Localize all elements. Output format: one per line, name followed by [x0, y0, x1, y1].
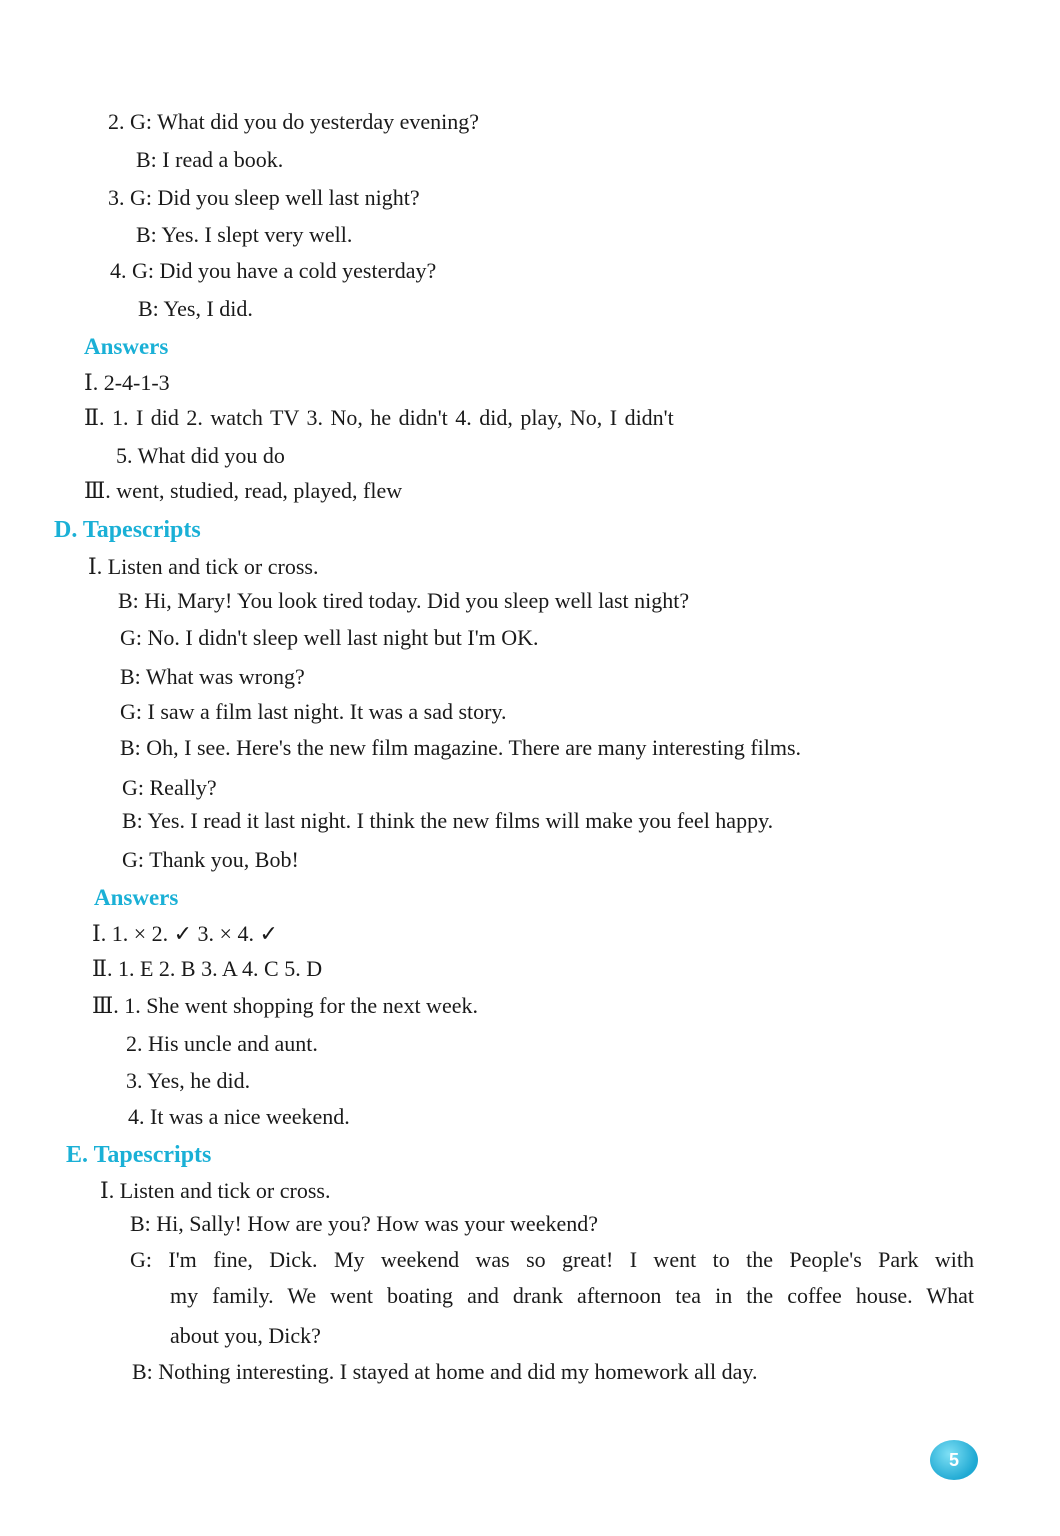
dialog-line: G: I saw a film last night. It was a sad story.	[120, 699, 507, 724]
dialog-line: G: I'm fine, Dick. My weekend was so great! I went to the People's Park with	[130, 1247, 974, 1272]
dialog-line: 3. G: Did you sleep well last night?	[108, 185, 420, 210]
answer-line: Ⅰ. 2-4-1-3	[84, 370, 170, 395]
dialog-line: G: No. I didn't sleep well last night but I'm OK.	[120, 625, 539, 650]
answer-line: Ⅲ. went, studied, read, played, flew	[84, 478, 403, 503]
section-d-intro: Ⅰ. Listen and tick or cross.	[88, 554, 319, 579]
dialog-line: about you, Dick?	[170, 1323, 321, 1348]
dialog-line: B: Nothing interesting. I stayed at home and did my homework all day.	[132, 1359, 758, 1384]
dialog-line: my family. We went boating and drank afternoon tea in the coffee house. What	[170, 1283, 974, 1308]
dialog-line: 4. G: Did you have a cold yesterday?	[110, 258, 437, 283]
answers-heading: Answers	[84, 334, 169, 359]
section-e-intro: Ⅰ. Listen and tick or cross.	[100, 1178, 331, 1203]
dialog-line: B: What was wrong?	[120, 664, 305, 689]
page-number-badge: 5	[930, 1440, 978, 1480]
answer-line: 2. His uncle and aunt.	[126, 1031, 318, 1056]
section-d-heading: D. Tapescripts	[54, 517, 201, 543]
dialog-line: 2. G: What did you do yesterday evening?	[108, 109, 480, 134]
answer-line: Ⅲ. 1. She went shopping for the next week.	[92, 993, 478, 1018]
dialog-line: B: Hi, Sally! How are you? How was your weekend?	[130, 1211, 598, 1236]
dialog-line: B: Yes, I did.	[138, 296, 253, 321]
dialog-line: G: Thank you, Bob!	[122, 847, 299, 872]
dialog-line: B: Yes. I slept very well.	[136, 222, 353, 247]
answer-line: 5. What did you do	[116, 443, 285, 468]
dialog-line: B: Oh, I see. Here's the new film magazine. There are many interesting films.	[120, 735, 802, 760]
answer-line: Ⅱ. 1. I did 2. watch TV 3. No, he didn't 4. did, play, No, I didn't	[84, 405, 674, 430]
section-e-heading: E. Tapescripts	[66, 1142, 212, 1168]
answer-line: Ⅰ. 1. × 2. ✓ 3. × 4. ✓	[92, 921, 278, 946]
dialog-line: G: Really?	[122, 775, 217, 800]
dialog-line: B: I read a book.	[136, 147, 284, 172]
dialog-line: B: Yes. I read it last night. I think the new films will make you feel happy.	[122, 808, 774, 833]
answer-line: 3. Yes, he did.	[126, 1068, 251, 1093]
answers-heading: Answers	[94, 885, 179, 910]
dialog-line: B: Hi, Mary! You look tired today. Did you sleep well last night?	[118, 588, 690, 613]
answer-line: 4. It was a nice weekend.	[128, 1104, 350, 1129]
answer-line: Ⅱ. 1. E 2. B 3. A 4. C 5. D	[92, 956, 323, 981]
